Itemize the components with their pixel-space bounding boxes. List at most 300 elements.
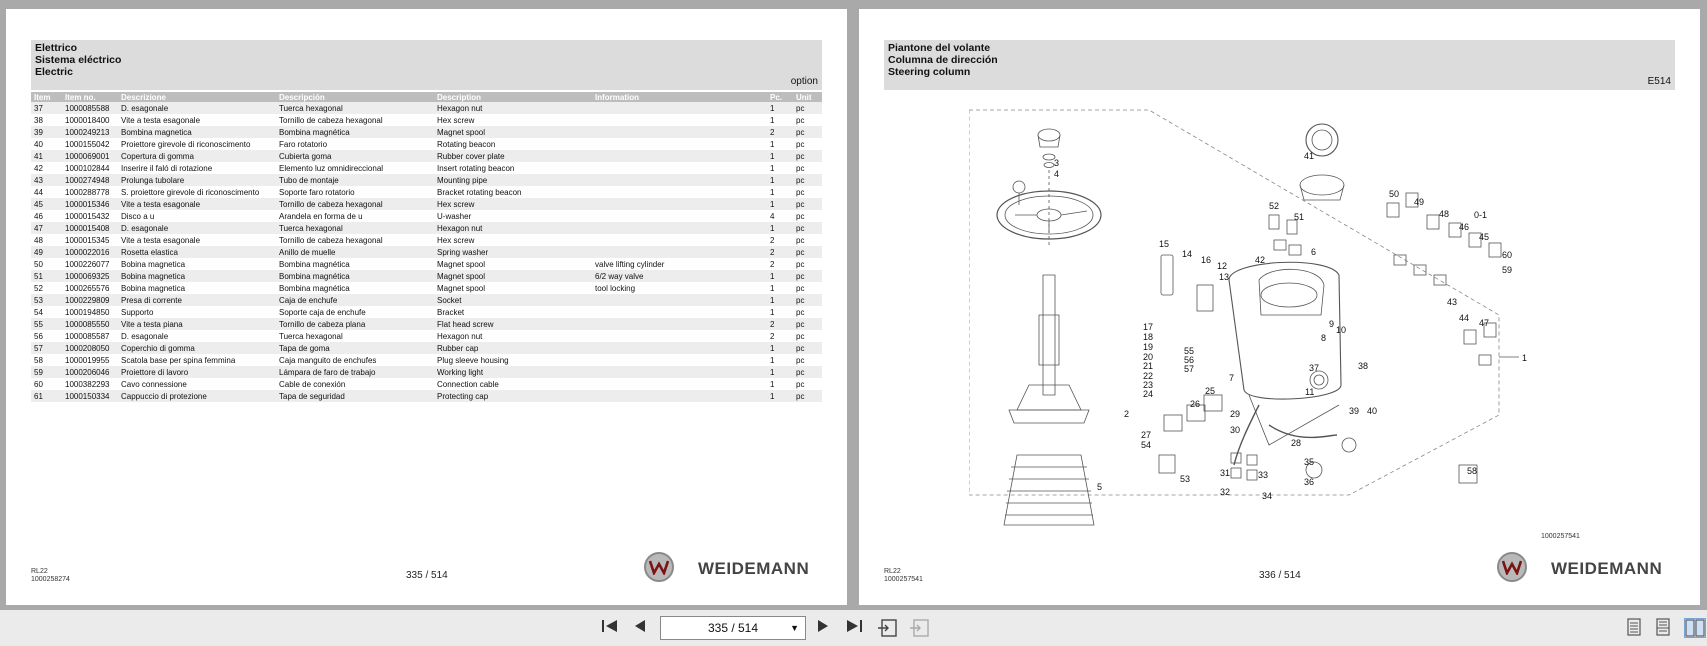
- table-cell: 1000194850: [65, 307, 110, 317]
- column-header: Description: [434, 92, 592, 102]
- callout-label: 30: [1230, 425, 1241, 435]
- table-cell: Vite a testa esagonale: [118, 198, 276, 210]
- table-cell: 1: [767, 270, 793, 282]
- table-cell: pc: [796, 211, 805, 221]
- table-cell: 1000229809: [62, 294, 118, 306]
- table-cell: pc: [793, 222, 822, 234]
- brand-name: WEIDEMANN: [1551, 559, 1663, 578]
- table-cell: 43: [31, 174, 62, 186]
- page-number: 335 / 514: [406, 570, 448, 581]
- table-cell: pc: [796, 307, 805, 317]
- callout-label: 53: [1180, 474, 1191, 484]
- table-cell: Hex screw: [434, 198, 592, 210]
- table-cell: [592, 330, 767, 342]
- table-cell: pc: [796, 187, 805, 197]
- section-title-en: Steering column: [888, 66, 971, 78]
- table-cell: Copertura di gomma: [118, 150, 276, 162]
- table-cell: 1000019955: [65, 355, 110, 365]
- table-cell: 39: [31, 126, 62, 138]
- column-header: Pc.: [767, 92, 793, 102]
- table-cell: 1: [770, 115, 775, 125]
- callout-label: 12: [1217, 261, 1228, 271]
- callout-label: 13: [1219, 272, 1230, 282]
- single-page-view-icon[interactable]: [1626, 618, 1642, 638]
- table-cell: Inserire il faló di rotazione: [121, 163, 213, 173]
- callout-label: 34: [1262, 491, 1273, 501]
- table-cell: 1: [770, 283, 775, 293]
- table-cell: 1000249213: [62, 126, 118, 138]
- table-cell: 58: [34, 355, 43, 365]
- table-header-row: [31, 92, 822, 102]
- table-cell: Tornillo de cabeza hexagonal: [279, 235, 383, 245]
- callout-label: 42: [1255, 255, 1266, 265]
- last-page-icon[interactable]: [844, 618, 864, 638]
- callout-label: 4: [1054, 169, 1060, 179]
- table-body: [31, 102, 822, 402]
- table-cell: Elemento luz omnidireccional: [279, 163, 384, 173]
- table-cell: Protecting cap: [434, 390, 592, 402]
- table-cell: Prolunga tubolare: [118, 174, 276, 186]
- table-cell: Hexagon nut: [434, 222, 592, 234]
- right-page: [859, 9, 1700, 605]
- table-cell: Hex screw: [437, 235, 475, 245]
- table-cell: 49: [31, 246, 62, 258]
- table-cell: [592, 294, 767, 306]
- table-cell: valve lifting cylinder: [595, 259, 665, 269]
- table-cell: Hex screw: [437, 115, 475, 125]
- table-cell: 1000085587: [65, 331, 110, 341]
- table-cell: [592, 198, 767, 210]
- table-cell: 1000208050: [62, 342, 118, 354]
- table-cell: 1000226077: [65, 259, 110, 269]
- table-row: [31, 294, 822, 306]
- table-row: [31, 366, 822, 378]
- table-cell: Tornillo de cabeza plana: [276, 318, 434, 330]
- table-cell: [592, 126, 767, 138]
- table-cell: 51: [31, 270, 62, 282]
- table-cell: 38: [34, 115, 43, 125]
- callout-label: 51: [1294, 212, 1305, 222]
- table-cell: [592, 318, 767, 330]
- table-row: [31, 258, 822, 270]
- table-cell: pc: [796, 259, 805, 269]
- table-cell: Tuerca hexagonal: [279, 331, 343, 341]
- fit-page-icon[interactable]: [876, 618, 898, 638]
- table-cell: Magnet spool: [434, 126, 592, 138]
- table-cell: Tuerca hexagonal: [276, 102, 434, 114]
- table-cell: Rotating beacon: [437, 139, 496, 149]
- callout-label: 19: [1143, 342, 1154, 352]
- table-cell: pc: [793, 246, 822, 258]
- table-cell: 1000288778: [65, 187, 110, 197]
- callout-label: 6: [1311, 247, 1317, 257]
- table-cell: 44: [34, 187, 43, 197]
- table-cell: pc: [793, 270, 822, 282]
- callout-label: 41: [1304, 151, 1315, 161]
- table-row: [31, 186, 822, 198]
- table-cell: Spring washer: [434, 246, 592, 258]
- table-cell: 1000274948: [62, 174, 118, 186]
- table-cell: Tubo de montaje: [276, 174, 434, 186]
- table-cell: 1000265576: [65, 283, 110, 293]
- section-title-it: Elettrico: [35, 42, 78, 54]
- table-row: [31, 102, 822, 114]
- table-cell: Caja de enchufe: [276, 294, 434, 306]
- table-cell: Bracket rotating beacon: [437, 187, 522, 197]
- brand-name: WEIDEMANN: [698, 559, 810, 578]
- table-cell: pc: [793, 198, 822, 210]
- table-row: [31, 306, 822, 318]
- table-row: [31, 330, 822, 342]
- table-cell: Bobina magnetica: [121, 259, 186, 269]
- table-cell: pc: [796, 235, 805, 245]
- table-cell: 53: [31, 294, 62, 306]
- table-cell: [592, 114, 767, 126]
- table-cell: [592, 378, 767, 390]
- callout-label: 5: [1097, 482, 1103, 492]
- table-cell: Tornillo de cabeza hexagonal: [279, 115, 383, 125]
- table-row: [31, 342, 822, 354]
- table-cell: pc: [796, 283, 805, 293]
- table-cell: Vite a testa esagonale: [121, 115, 201, 125]
- table-cell: 1000382293: [65, 379, 110, 389]
- table-row: [31, 210, 822, 222]
- table-cell: 4: [770, 211, 775, 221]
- table-cell: D. esagonale: [118, 102, 276, 114]
- callout-label: 17: [1143, 322, 1154, 332]
- table-cell: Supporto: [121, 307, 154, 317]
- page-number-field[interactable]: [660, 616, 806, 640]
- table-cell: Rubber cover plate: [434, 150, 592, 162]
- continuous-view-icon[interactable]: [1655, 618, 1671, 638]
- callout-label: 32: [1220, 487, 1231, 497]
- table-cell: pc: [796, 331, 805, 341]
- logo-emblem-icon: [1497, 552, 1527, 582]
- callout-label: 44: [1459, 313, 1470, 323]
- table-cell: pc: [793, 102, 822, 114]
- table-row: [31, 282, 822, 294]
- table-cell: Bombina magnética: [279, 259, 350, 269]
- table-cell: Bombina magnetica: [118, 126, 276, 138]
- callout-label: 38: [1358, 361, 1369, 371]
- table-cell: Anillo de muelle: [276, 246, 434, 258]
- table-cell: pc: [793, 174, 822, 186]
- table-cell: Magnet spool: [437, 283, 486, 293]
- table-cell: 45: [31, 198, 62, 210]
- table-cell: [592, 342, 767, 354]
- table-cell: 1: [767, 366, 793, 378]
- table-cell: pc: [793, 390, 822, 402]
- table-cell: 2: [767, 318, 793, 330]
- table-cell: 37: [31, 102, 62, 114]
- column-header: Descripción: [276, 92, 434, 102]
- table-cell: [592, 366, 767, 378]
- exploded-parts-diagram: [969, 105, 1569, 545]
- table-cell: Working light: [434, 366, 592, 378]
- table-cell: Magnet spool: [434, 270, 592, 282]
- table-cell: pc: [796, 115, 805, 125]
- table-cell: 1: [770, 139, 775, 149]
- table-cell: 52: [34, 283, 43, 293]
- table-cell: Bobina magnetica: [121, 283, 186, 293]
- callout-label: 37: [1309, 363, 1320, 373]
- callout-label: 8: [1321, 333, 1327, 343]
- callout-label: 31: [1220, 468, 1231, 478]
- callout-label: 16: [1201, 255, 1212, 265]
- table-cell: 1: [767, 102, 793, 114]
- table-cell: 1000085588: [62, 102, 118, 114]
- callout-label: 7: [1229, 373, 1235, 383]
- table-cell: pc: [793, 318, 822, 330]
- table-cell: [592, 246, 767, 258]
- table-cell: 1000102844: [65, 163, 110, 173]
- column-header: Item: [31, 92, 62, 102]
- logo-emblem-icon: [644, 552, 674, 582]
- callout-label: 33: [1258, 470, 1269, 480]
- table-cell: Coperchio di gomma: [118, 342, 276, 354]
- table-cell: 1000150334: [62, 390, 118, 402]
- footer-code: [884, 568, 923, 584]
- column-header: Item no.: [62, 92, 118, 102]
- left-page: [6, 9, 847, 605]
- column-header: Unit: [793, 92, 822, 102]
- callout-label: 25: [1205, 386, 1216, 396]
- table-cell: pc: [793, 366, 822, 378]
- callout-label: 35: [1304, 457, 1315, 467]
- table-cell: pc: [796, 355, 805, 365]
- table-cell: 2: [770, 331, 775, 341]
- table-cell: [592, 234, 767, 246]
- table-cell: Tornillo de cabeza hexagonal: [276, 198, 434, 210]
- table-cell: pc: [793, 126, 822, 138]
- table-cell: 1: [767, 174, 793, 186]
- table-cell: pc: [793, 150, 822, 162]
- section-title-en: Electric: [35, 66, 73, 78]
- table-row: [31, 246, 822, 258]
- table-cell: 1: [767, 222, 793, 234]
- table-cell: 1000018400: [65, 115, 110, 125]
- callout-label: 60: [1502, 250, 1513, 260]
- page-number: 336 / 514: [1259, 570, 1301, 581]
- table-cell: Socket: [434, 294, 592, 306]
- table-cell: 54: [34, 307, 43, 317]
- table-cell: Soporte caja de enchufe: [279, 307, 366, 317]
- table-cell: 1: [770, 307, 775, 317]
- table-cell: Cavo connessione: [121, 379, 187, 389]
- table-row: [31, 354, 822, 366]
- chevron-down-icon[interactable]: ▼: [790, 623, 799, 633]
- callout-label: 28: [1291, 438, 1302, 448]
- callout-label: 15: [1159, 239, 1170, 249]
- table-cell: 59: [31, 366, 62, 378]
- table-cell: Bombina magnética: [279, 283, 350, 293]
- table-cell: D. esagonale: [121, 331, 169, 341]
- table-cell: 1: [770, 379, 775, 389]
- table-cell: Lámpara de faro de trabajo: [276, 366, 434, 378]
- table-cell: pc: [793, 342, 822, 354]
- callout-label: 24: [1143, 389, 1154, 399]
- callout-label: 54: [1141, 440, 1152, 450]
- callout-label: 1: [1522, 353, 1528, 363]
- table-cell: pc: [796, 379, 805, 389]
- section-header: [31, 40, 822, 90]
- callout-label: 57: [1184, 364, 1195, 374]
- fit-width-icon[interactable]: [908, 618, 930, 638]
- table-cell: Mounting pipe: [434, 174, 592, 186]
- table-cell: 46: [34, 211, 43, 221]
- table-cell: 48: [34, 235, 43, 245]
- callout-label: 58: [1467, 466, 1478, 476]
- callout-label: 43: [1447, 297, 1458, 307]
- callout-label: 9: [1329, 319, 1335, 329]
- table-cell: Hexagon nut: [434, 102, 592, 114]
- table-cell: 1000015346: [62, 198, 118, 210]
- table-row: [31, 174, 822, 186]
- callout-label: 20: [1143, 352, 1154, 362]
- callout-label: 23: [1143, 380, 1154, 390]
- table-cell: [592, 390, 767, 402]
- callout-label: 21: [1143, 361, 1154, 371]
- callout-label: 48: [1439, 209, 1450, 219]
- callout-label: 2: [1124, 409, 1130, 419]
- table-cell: 40: [34, 139, 43, 149]
- table-cell: 1: [767, 294, 793, 306]
- table-cell: [592, 186, 767, 198]
- table-cell: Connection cable: [437, 379, 499, 389]
- table-cell: 1000085550: [62, 318, 118, 330]
- table-cell: [592, 162, 767, 174]
- column-header: Information: [592, 92, 767, 102]
- table-row: [31, 126, 822, 138]
- callout-label: 36: [1304, 477, 1315, 487]
- callout-label: 14: [1182, 249, 1193, 259]
- table-cell: Rosetta elastica: [118, 246, 276, 258]
- table-cell: [592, 174, 767, 186]
- table-cell: 42: [34, 163, 43, 173]
- table-cell: Bombina magnética: [276, 126, 434, 138]
- table-cell: Disco a u: [121, 211, 155, 221]
- table-cell: 2: [770, 235, 775, 245]
- table-cell: S. proiettore girevole di riconoscimento: [121, 187, 260, 197]
- callout-label: 26: [1190, 399, 1201, 409]
- table-cell: 41: [31, 150, 62, 162]
- table-cell: 2: [770, 259, 775, 269]
- weidemann-logo: [644, 552, 834, 586]
- table-cell: [592, 138, 767, 150]
- table-cell: Bombina magnética: [276, 270, 434, 282]
- table-cell: 1000155042: [65, 139, 110, 149]
- table-cell: 1000069001: [62, 150, 118, 162]
- table-cell: Cubierta goma: [276, 150, 434, 162]
- table-cell: [592, 150, 767, 162]
- table-cell: Caja manguito de enchufes: [279, 355, 377, 365]
- table-cell: Vite a testa esagonale: [121, 235, 201, 245]
- table-cell: 1000206046: [62, 366, 118, 378]
- table-row: [31, 162, 822, 174]
- table-cell: Scatola base per spina femmina: [121, 355, 236, 365]
- column-header: Descrizione: [118, 92, 276, 102]
- table-cell: [592, 222, 767, 234]
- drawing-number: 1000257541: [1541, 533, 1580, 540]
- table-row: [31, 114, 822, 126]
- parts-table: [31, 92, 822, 402]
- table-cell: U-washer: [437, 211, 472, 221]
- table-cell: 57: [31, 342, 62, 354]
- table-cell: pc: [796, 139, 805, 149]
- first-page-icon[interactable]: [600, 618, 620, 638]
- callout-label: 45: [1479, 232, 1490, 242]
- table-cell: Soporte faro rotatorio: [279, 187, 355, 197]
- doc-code: 1000258274: [31, 576, 70, 583]
- table-cell: Bracket: [437, 307, 465, 317]
- footer-code: [31, 568, 70, 584]
- table-cell: Insert rotating beacon: [437, 163, 515, 173]
- table-cell: Tapa de seguridad: [276, 390, 434, 402]
- table-cell: Presa di corrente: [118, 294, 276, 306]
- callout-label: 11: [1305, 387, 1315, 397]
- next-page-icon[interactable]: [815, 618, 831, 638]
- table-cell: Flat head screw: [434, 318, 592, 330]
- table-cell: [592, 306, 767, 318]
- table-cell: 1000069325: [62, 270, 118, 282]
- table-cell: Arandela en forma de u: [279, 211, 363, 221]
- section-title-es: Sistema eléctrico: [35, 54, 122, 66]
- table-cell: Vite a testa piana: [118, 318, 276, 330]
- section-header: [884, 40, 1675, 90]
- page-field-value: 335 / 514: [707, 621, 759, 635]
- table-cell: tool locking: [595, 283, 636, 293]
- callout-label: 49: [1414, 197, 1425, 207]
- table-row: [31, 234, 822, 246]
- table-cell: [592, 102, 767, 114]
- table-cell: Rubber cap: [434, 342, 592, 354]
- table-cell: 1: [770, 163, 775, 173]
- table-cell: 1000015408: [62, 222, 118, 234]
- callout-label: 27: [1141, 430, 1152, 440]
- table-cell: Plug sleeve housing: [437, 355, 509, 365]
- table-row: [31, 378, 822, 390]
- callout-label: 59: [1502, 265, 1513, 275]
- callout-label: 29: [1230, 409, 1241, 419]
- callout-label: 3: [1054, 158, 1060, 168]
- two-page-view-icon[interactable]: [1684, 618, 1706, 638]
- callout-label: 10: [1336, 325, 1347, 335]
- table-cell: 2: [767, 126, 793, 138]
- prev-page-icon[interactable]: [632, 618, 648, 638]
- viewer-toolbar: [0, 610, 1707, 646]
- model-code: RL22: [31, 568, 48, 575]
- table-cell: 50: [34, 259, 43, 269]
- table-cell: 1: [767, 150, 793, 162]
- callout-label: 22: [1143, 371, 1154, 381]
- table-cell: 1000022016: [62, 246, 118, 258]
- table-cell: 1000015345: [65, 235, 110, 245]
- table-cell: 1: [770, 355, 775, 365]
- table-cell: 6/2 way valve: [592, 270, 767, 282]
- table-cell: [592, 354, 767, 366]
- table-cell: 1: [767, 390, 793, 402]
- table-row: [31, 270, 822, 282]
- table-cell: 1: [767, 342, 793, 354]
- callout-label: 0-1: [1474, 210, 1488, 220]
- weidemann-logo: [1497, 552, 1687, 586]
- table-row: [31, 138, 822, 150]
- table-cell: 1: [767, 198, 793, 210]
- table-cell: 47: [31, 222, 62, 234]
- table-cell: Hexagon nut: [437, 331, 483, 341]
- table-row: [31, 198, 822, 210]
- callout-label: 46: [1459, 222, 1470, 232]
